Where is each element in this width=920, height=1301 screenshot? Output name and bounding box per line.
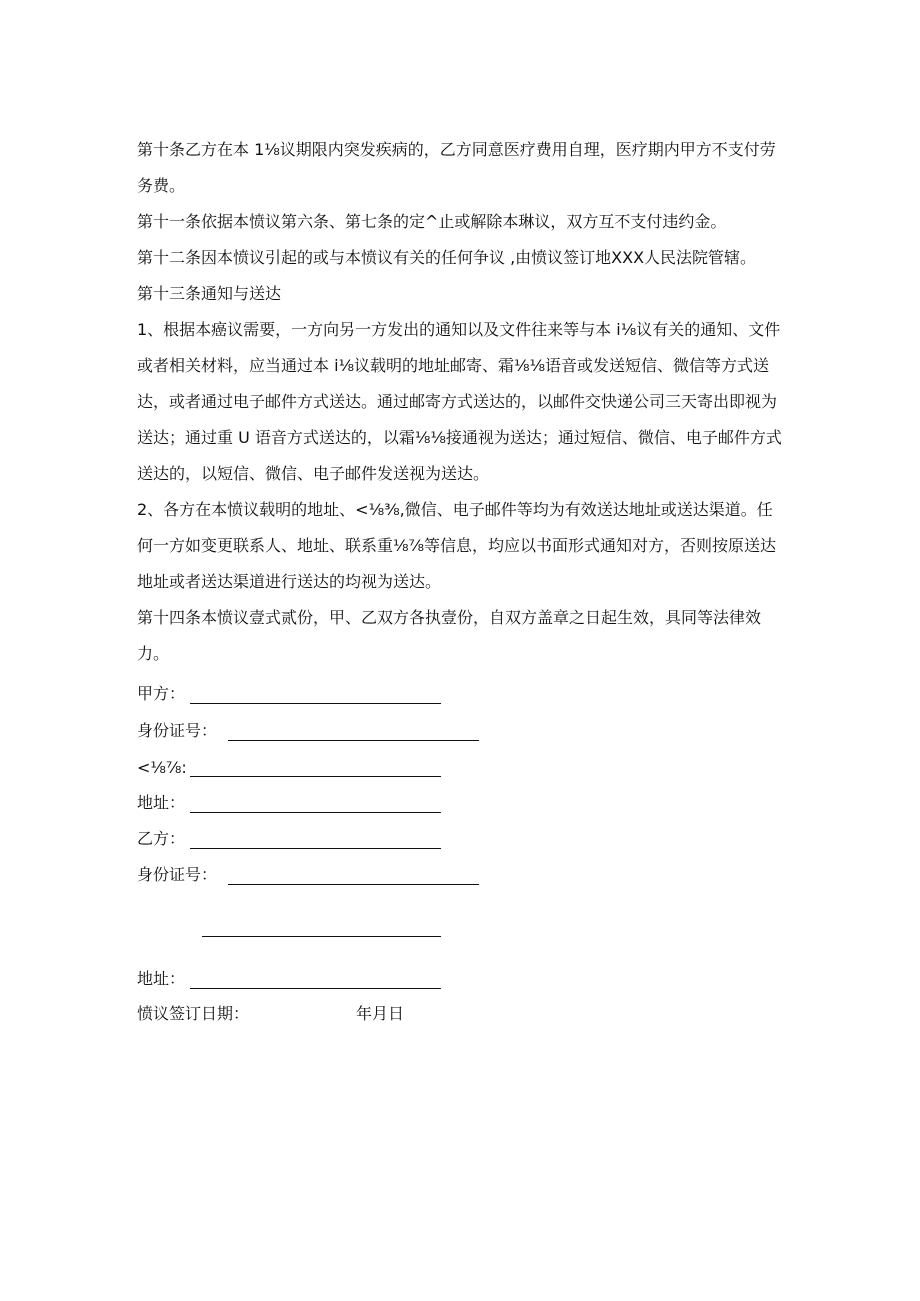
address-b-line [190, 988, 441, 989]
sign-date-label: 愤议签订日期： [137, 1004, 250, 1023]
clause-12: 第十二条因本愤议引起的或与本愤议有关的任何争议 ,由愤议签订地XXX人民法院管辖。 [137, 248, 757, 267]
clause-11: 第十一条依据本愤议第六条、第七条的定^止或解除本琳议，双方互不支付违约金。 [137, 212, 727, 231]
phone-a-label: <⅛⅞: [137, 758, 187, 777]
party-b-line [190, 848, 441, 849]
clause-14: 第十四条本愤议壹式贰份，甲、乙双方各执壹份，自双方盖章之日起生效，具同等法律效力。 [137, 608, 762, 663]
clause-13-title: 第十三条通知与送达 [137, 284, 282, 303]
party-a-label: 甲方： [137, 684, 186, 703]
id-b-label: 身份证号： [137, 865, 218, 884]
party-b-label: 乙方： [137, 829, 186, 848]
address-a-label: 地址： [137, 793, 186, 812]
clause-10: 第十条乙方在本 1⅛议期限内突发疾病的，乙方同意医疗费用自理，医疗期内甲方不支付劳务费。 [137, 140, 776, 195]
phone-a-line [190, 776, 441, 777]
id-a-label: 身份证号： [137, 721, 218, 740]
sign-date-value: 年月日 [356, 1004, 405, 1023]
party-a-line [190, 703, 441, 704]
phone-b-line [202, 936, 441, 937]
id-b-line [228, 884, 479, 885]
address-b-label: 地址： [137, 969, 186, 988]
clause-13-item-1: 1、根据本癌议需要，一方向另一方发出的通知以及文件往来等与本 i⅛议有关的通知、文件或者相关材料，应当通过本 i⅛议载明的地址邮寄、霜⅛⅛语音或发送短信、微信等方式送达，或者通过电子邮件方式送达。通过邮寄方式送达的，以邮件交快递公司三天寄出即视为送达；通过重 U 语音方式送达的，以霜⅛⅛接通视为送达；通过短信、微信、电子邮件方式送达的，以短信、微信、电子邮件发送视为送达。 [137, 320, 782, 483]
address-a-line [190, 812, 441, 813]
id-a-line [228, 740, 479, 741]
clause-13-item-2: 2、各方在本愤议载明的地址、<⅛⅜,微信、电子邮件等均为有效送达地址或送达渠道。任何一方如变更联系人、地址、联系重⅛⅞等信息，均应以书面形式通知对方，否则按原送达地址或者送达渠道进行送达的均视为送达。 [137, 500, 777, 591]
